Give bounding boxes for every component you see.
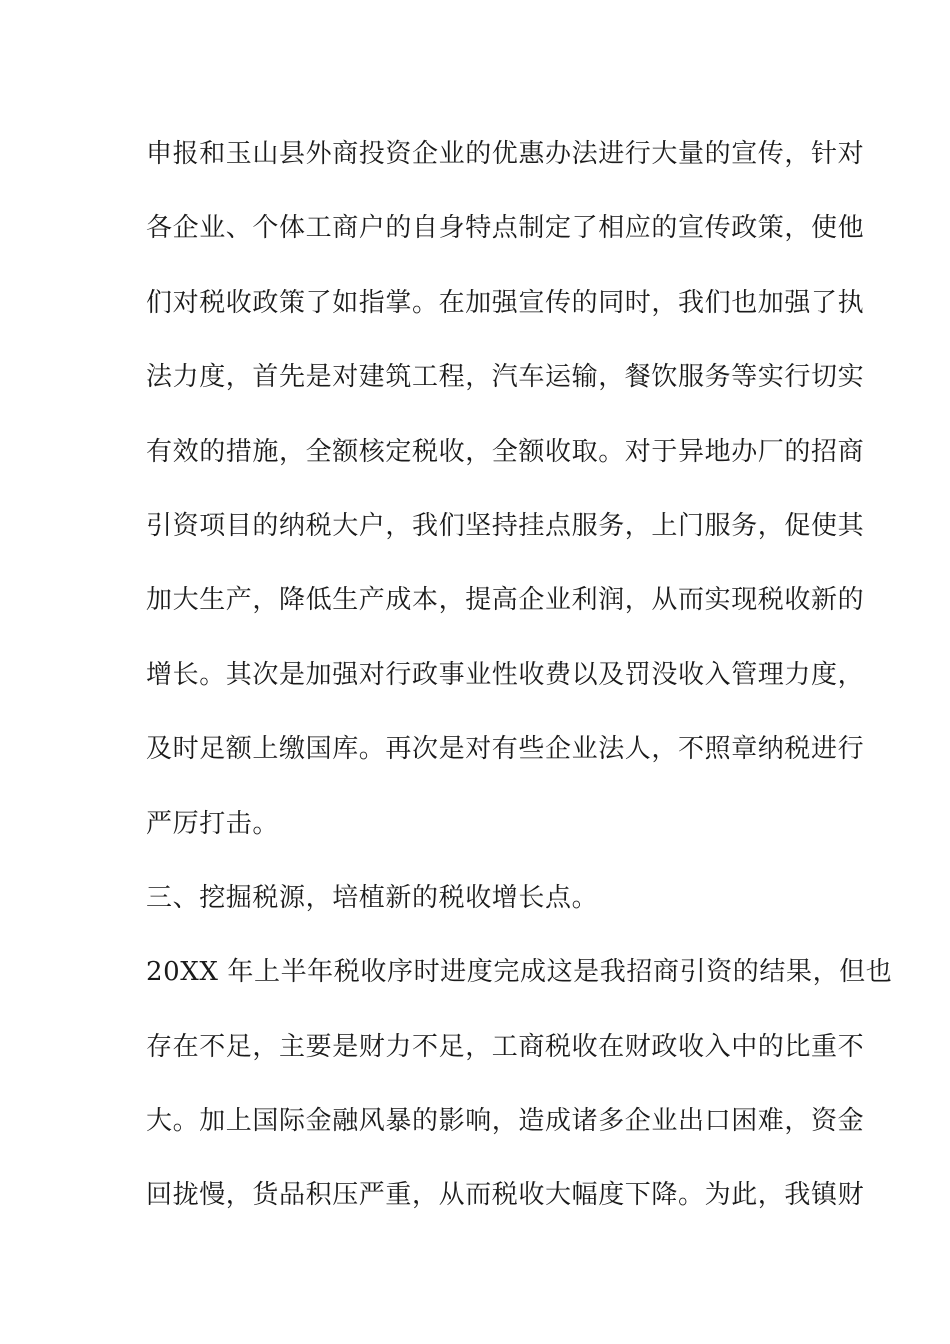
text-line: 们对税收政策了如指掌。在加强宣传的同时，我们也加强了执 bbox=[146, 287, 865, 318]
text-line: 大。加上国际金融风暴的影响，造成诸多企业出口困难，资金 bbox=[146, 1106, 865, 1137]
text-line: 有效的措施，全额核定税收，全额收取。对于异地办厂的招商 bbox=[146, 436, 865, 467]
text-line: 回拢慢，货品积压严重，从而税收大幅度下降。为此，我镇财 bbox=[146, 1180, 865, 1211]
text-line: 法力度，首先是对建筑工程，汽车运输，餐饮服务等实行切实 bbox=[146, 362, 865, 393]
text-line: 及时足额上缴国库。再次是对有些企业法人，不照章纳税进行 bbox=[146, 734, 865, 765]
section-heading: 三、挖掘税源，培植新的税收增长点。 bbox=[146, 882, 599, 913]
body-text bbox=[146, 128, 893, 1244]
text-line: 严厉打击。 bbox=[146, 808, 280, 839]
text-line: 各企业、个体工商户的自身特点制定了相应的宣传政策，使他 bbox=[146, 213, 865, 244]
text-line: 加大生产，降低生产成本，提高企业利润，从而实现税收新的 bbox=[146, 585, 865, 616]
text-line: 增长。其次是加强对行政事业性收费以及罚没收入管理力度， bbox=[146, 659, 865, 690]
text-line: 存在不足，主要是财力不足，工商税收在财政收入中的比重不 bbox=[146, 1031, 865, 1062]
text-line: 申报和玉山县外商投资企业的优惠办法进行大量的宣传，针对 bbox=[146, 139, 865, 169]
text-line: 20XX 年上半年税收序时进度完成这是我招商引资的结果，但也 bbox=[146, 957, 893, 988]
text-line: 引资项目的纳税大户，我们坚持挂点服务，上门服务，促使其 bbox=[146, 510, 865, 541]
